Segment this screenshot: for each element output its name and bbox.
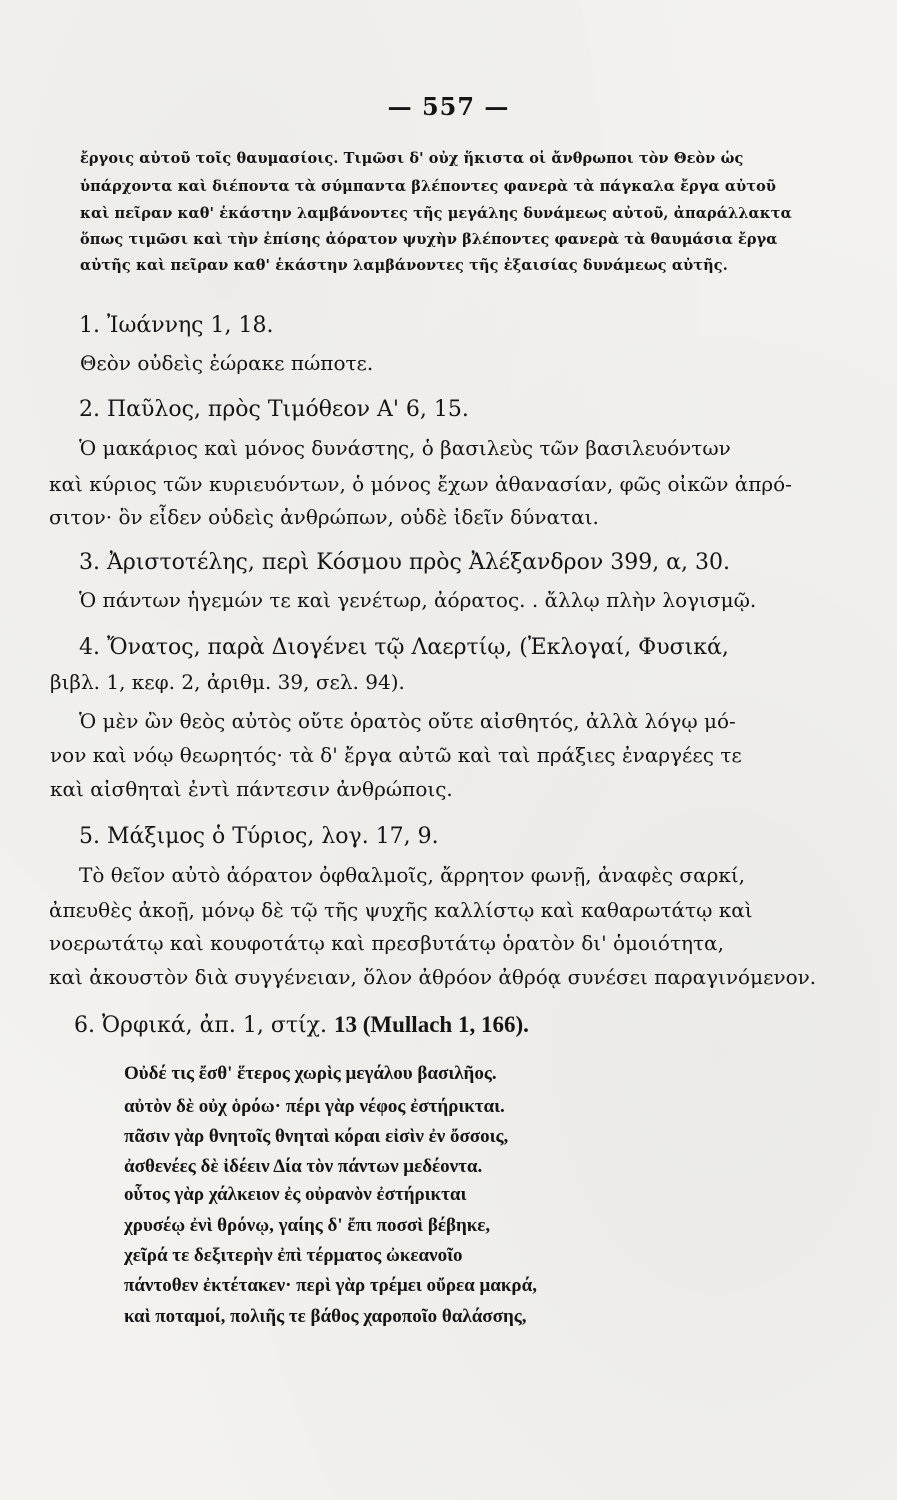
citation-text-line: καὶ αἰσθηταὶ ἐντὶ πάντεσιν ἀνθρώποις. bbox=[50, 777, 453, 801]
citation-heading: 3. Ἀριστοτέλης, περὶ Κόσμου πρὸς Ἀλέξανδρον 399, α, 30. bbox=[79, 550, 731, 575]
citation-text-line: Ὁ μακάριος καὶ μόνος δυνάστης, ὁ βασιλεὺς τῶν βασιλευόντων bbox=[79, 436, 731, 460]
citation-text-line: Θεὸν οὐδεὶς ἑώρακε πώποτε. bbox=[80, 351, 374, 375]
citation-heading: 5. Μάξιμος ὁ Τύριος, λογ. 17, 9. bbox=[79, 824, 439, 849]
poem-line: πάντοθεν ἐκτέτακεν· περὶ γὰρ τρέμει οὔρεα μακρά, bbox=[124, 1275, 537, 1296]
intro-line: καὶ πεῖραν καθ' ἑκάστην λαμβάνοντες τῆς μεγάλης δυνάμεως αὐτοῦ, ἀπαράλλακτα bbox=[80, 205, 792, 222]
intro-line: ἔργοις αὐτοῦ τοῖς θαυμασίοις. Τιμῶσι δ' οὐχ ἥκιστα οἱ ἄνθρωποι τὸν Θεὸν ὡς bbox=[80, 150, 744, 167]
poem-line: πᾶσιν γὰρ θνητοῖς θνηταὶ κόραι εἰσὶν ἐν ὄσσοις, bbox=[124, 1126, 509, 1147]
citation-text-line: νοερωτάτῳ καὶ κουφοτάτῳ καὶ πρεσβυτάτῳ ὁρατὸν δι' ὁμοιότητα, bbox=[49, 931, 724, 955]
intro-line: ὅπως τιμῶσι καὶ τὴν ἐπίσης ἀόρατον ψυχὴν βλέποντες φανερὰ τὰ θαυμάσια ἔργα bbox=[80, 231, 778, 248]
intro-line: αὐτῆς καὶ πεῖραν καθ' ἑκάστην λαμβάνοντες τῆς ἐξαισίας δυνάμεως αὐτῆς. bbox=[80, 257, 728, 274]
poem-line: Οὐδέ τις ἔσθ' ἕτερος χωρὶς μεγάλου βασιλῆος. bbox=[124, 1063, 497, 1084]
citation-heading bbox=[74, 1013, 529, 1037]
poem-line: χεῖρά τε δεξιτερὴν ἐπὶ τέρματος ὠκεανοῖο bbox=[124, 1245, 463, 1266]
citation-text-line: Τὸ θεῖον αὐτὸ ἀόρατον ὀφθαλμοῖς, ἄρρητον φωνῇ, ἀναφὲς σαρκί, bbox=[79, 863, 746, 887]
citation-heading: 4. Ὄνατος, παρὰ Διογένει τῷ Λαερτίῳ, (Ἐκλογαί, Φυσικά, bbox=[79, 635, 729, 660]
citation-text-line: σιτον· ὃν εἶδεν οὐδεὶς ἀνθρώπων, οὐδὲ ἰδεῖν δύναται. bbox=[49, 505, 599, 529]
poem-line: ἀσθενέες δὲ ἰδέειν Δία τὸν πάντων μεδέοντα. bbox=[124, 1156, 483, 1177]
citation-text-line: Ὁ μὲν ὢν θεὸς αὐτὸς οὔτε ὁρατὸς οὔτε αἰσθητός, ἀλλὰ λόγῳ μό- bbox=[79, 709, 736, 733]
poem-line: οὗτος γὰρ χάλκειον ἐς οὐρανὸν ἐστήρικται bbox=[124, 1184, 467, 1205]
poem-line: χρυσέῳ ἐνὶ θρόνῳ, γαίης δ' ἔπι ποσσὶ βέβηκε, bbox=[124, 1215, 491, 1236]
citation-text-line: βιβλ. 1, κεφ. 2, ἀριθμ. 39, σελ. 94). bbox=[50, 670, 405, 694]
citation-text-line: καὶ ἀκουστὸν διὰ συγγένειαν, ὅλον ἀθρόον ἀθρόᾳ συνέσει παραγινόμενον. bbox=[49, 965, 817, 989]
citation-text-line: Ὁ πάντων ἡγεμών τε καὶ γενέτωρ, ἀόρατος. . ἄλλῳ πλὴν λογισμῷ. bbox=[79, 588, 757, 612]
citation-text-line: νον καὶ νόῳ θεωρητός· τὰ δ' ἔργα αὐτῶ καὶ ταὶ πράξιες ἐναργέες τε bbox=[50, 743, 742, 767]
citation-heading-reference: 13 (Mullach 1, 166). bbox=[334, 1012, 529, 1037]
citation-text-line: ἀπευθὲς ἀκοῇ, μόνῳ δὲ τῷ τῆς ψυχῆς καλλίστῳ καὶ καθαρωτάτῳ καὶ bbox=[49, 898, 753, 922]
citation-text-line: καὶ κύριος τῶν κυριευόντων, ὁ μόνος ἔχων ἀθανασίαν, φῶς οἰκῶν ἀπρό- bbox=[49, 472, 792, 496]
intro-line: ὑπάρχοντα καὶ διέποντα τὰ σύμπαντα βλέποντες φανερὰ τὰ πάγκαλα ἔργα αὐτοῦ bbox=[80, 178, 777, 195]
citation-heading: 2. Παῦλος, πρὸς Τιμόθεον Α' 6, 15. bbox=[79, 397, 469, 422]
poem-line: αὐτὸν δὲ οὐχ ὁρόω· πέρι γὰρ νέφος ἐστήρικται. bbox=[124, 1096, 505, 1117]
citation-heading: 1. Ἰωάννης 1, 18. bbox=[79, 313, 274, 338]
poem-line: καὶ ποταμοί, πολιῆς τε βάθος χαροποῖο θαλάσσης, bbox=[124, 1306, 527, 1327]
citation-heading-prefix: 6. Ὀρφικά, ἀπ. 1, στίχ. bbox=[74, 1013, 327, 1038]
page-number: — 557 — bbox=[387, 92, 510, 121]
